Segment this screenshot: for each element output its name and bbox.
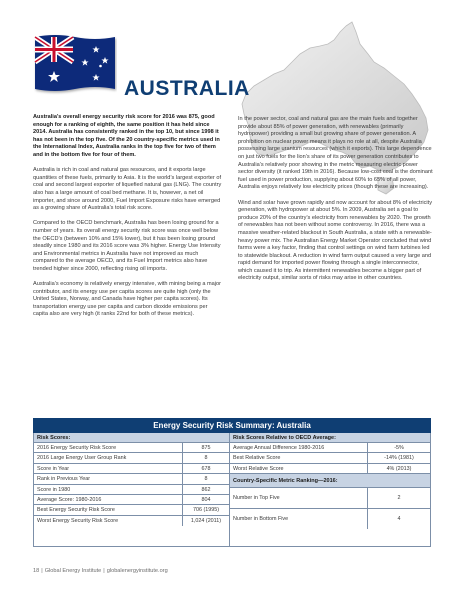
left-column bbox=[33, 114, 223, 327]
footer-org: Global Energy Institute bbox=[44, 568, 102, 574]
body-paragraph: In the power sector, coal and natural gas are the main fuels and together provide about 85% of power generation, with renewables (primarily hydropower) providing a small but growing share of power generation. A prohibition on nuclear power means it plays no role at all, despite Australia possessing large uranium resources (which it exports). This large dependence on just two fuels for the lion’s share of its power generation contributes to Australia’s relatively poor showing in the metric measuring electric power sector diversity (it ranked 19th in 2016). Because low-cost coal is the dominant fuel used in power production, supplying about 60% to 65% of all power, Australia enjoys relatively low electricity prices (though these are increasing). bbox=[238, 116, 433, 191]
row-value: 1,024 (2011) bbox=[190, 517, 222, 524]
oecd-header: Risk Scores Relative to OECD Average: bbox=[230, 433, 430, 443]
row-value: -14% (1981) bbox=[384, 455, 414, 462]
row-value: 804 bbox=[201, 496, 211, 503]
table-row bbox=[230, 488, 430, 509]
row-label: Rank in Previous Year bbox=[34, 474, 183, 483]
row-label: 2016 Energy Security Risk Score bbox=[34, 443, 183, 452]
row-label: Score in Year bbox=[34, 464, 183, 473]
table-row bbox=[34, 495, 229, 505]
row-value: 8 bbox=[204, 476, 208, 483]
row-value: -5% bbox=[394, 445, 404, 451]
row-label: Worst Relative Score bbox=[230, 464, 368, 473]
table-row bbox=[230, 453, 430, 463]
metric-ranking-header: Country-Specific Metric Ranking—2016: bbox=[230, 474, 430, 488]
row-label: Best Relative Score bbox=[230, 453, 368, 462]
body-paragraph: Australia’s economy is relatively energy intensive, with mining being a major contributor, and its energy use per capita scores are quite high (only the United States, Norway, and Canada have higher per capita scores). Its transportation energy use per capita and carbon dioxide emissions per capita also are very high (it ranks 22nd for both of these metrics). bbox=[33, 281, 221, 318]
footer-url: globalenergyinstitute.org bbox=[106, 568, 168, 574]
body-paragraph: Wind and solar have grown rapidly and now account for about 8% of electricity generation, with hydropower at about 5%. In 2009, Australia set a goal to produce 20% of the country’s electricity from renewables by 2020. The growth of renewables has not been without some controversy. In 2016, there was a massive weather-related blackout in South Australia, a state with a renewable-heavy power mix. The Australian Energy Market Operator concluded that wind farms were a key factor, finding that control settings on wind farm turbines led to statewide blackout. A reduction in wind farm output caused a very large and rapid demand for imported power flowing through a single interconnector, which caused it to trip. As intermittent renewables become a bigger part of electricity output, similar sorts of risks may arise in other countries. bbox=[238, 199, 433, 282]
row-label: Average Annual Difference 1980-2016 bbox=[230, 443, 368, 452]
table-row bbox=[34, 443, 229, 453]
oecd-relative-table bbox=[230, 433, 431, 546]
risk-scores-table bbox=[33, 433, 230, 546]
row-label: Best Energy Security Risk Score bbox=[34, 505, 183, 514]
row-label: Number in Top Five bbox=[230, 488, 368, 508]
row-value: 8 bbox=[204, 455, 208, 462]
right-column bbox=[238, 116, 434, 291]
row-label: 2016 Large Energy User Group Rank bbox=[34, 453, 183, 462]
row-label: Worst Energy Security Risk Score bbox=[34, 516, 183, 526]
row-value: 4% (2013) bbox=[386, 465, 412, 472]
row-label: Score in 1980 bbox=[34, 485, 183, 494]
row-value: 875 bbox=[201, 445, 211, 451]
page-title: AUSTRALIA bbox=[124, 77, 250, 100]
table-row bbox=[34, 464, 229, 474]
australia-flag-icon bbox=[33, 33, 117, 95]
table-row bbox=[230, 443, 430, 453]
row-value: 2 bbox=[397, 495, 401, 502]
row-label: Number in Bottom Five bbox=[230, 509, 368, 530]
row-value: 4 bbox=[397, 515, 401, 522]
row-value: 862 bbox=[201, 486, 211, 493]
lead-paragraph: Australia’s overall energy security risk score for 2016 was 875, good enough for a ranking of eighth, the same position it has held since 2014. Australia has consistently ranked in the top 10, but since 1998 it has not been in the top five. Of the 20 country-specific metrics used in the International Index, Australia ranks in the top five for two of them and in the bottom five for four of them. bbox=[33, 114, 220, 158]
table-row bbox=[34, 516, 229, 526]
table-row bbox=[34, 474, 229, 484]
row-value: 678 bbox=[201, 465, 211, 472]
row-value: 706 (1995) bbox=[192, 507, 220, 514]
body-paragraph: Compared to the OECD benchmark, Australia has been losing ground for a number of years. Its overall energy security risk score was once well below the OECD’s (between 10% and 15% lower), but it has been losing ground steadily since 1980 and its 2016 score was 3% higher. Energy Use Intensity and Environmental metrics in Australia have not improved as much compared to the average OECD, and its Fuel Import metrics also have trended higher since 2000, reflecting rising oil imports. bbox=[33, 220, 221, 272]
table-row bbox=[34, 485, 229, 495]
row-label: Average Score: 1980-2016 bbox=[34, 495, 183, 504]
risk-summary-table bbox=[33, 418, 431, 547]
table-row bbox=[34, 453, 229, 463]
table-row bbox=[34, 505, 229, 515]
page-footer: 18 | Global Energy Institute | globalenergyinstitute.org bbox=[33, 568, 168, 574]
body-paragraph: Australia is rich in coal and natural gas resources, and it exports large quantities of these fuels, primarily to Asia. It is the world’s largest exporter of coal and second largest exporter of liquefied natural gas (LNG). The country also has a large amount of coal bed methane. It is, however, a net oil importer, and since around 2000, Fuel Import Exposure risks have emerged as a growing share of Australia’s total risk score. bbox=[33, 167, 222, 212]
summary-title: Energy Security Risk Summary: Australia bbox=[33, 418, 431, 433]
table-row bbox=[230, 509, 430, 530]
page-number: 18 bbox=[33, 568, 40, 574]
risk-scores-header: Risk Scores: bbox=[34, 433, 229, 443]
table-row bbox=[230, 464, 430, 474]
